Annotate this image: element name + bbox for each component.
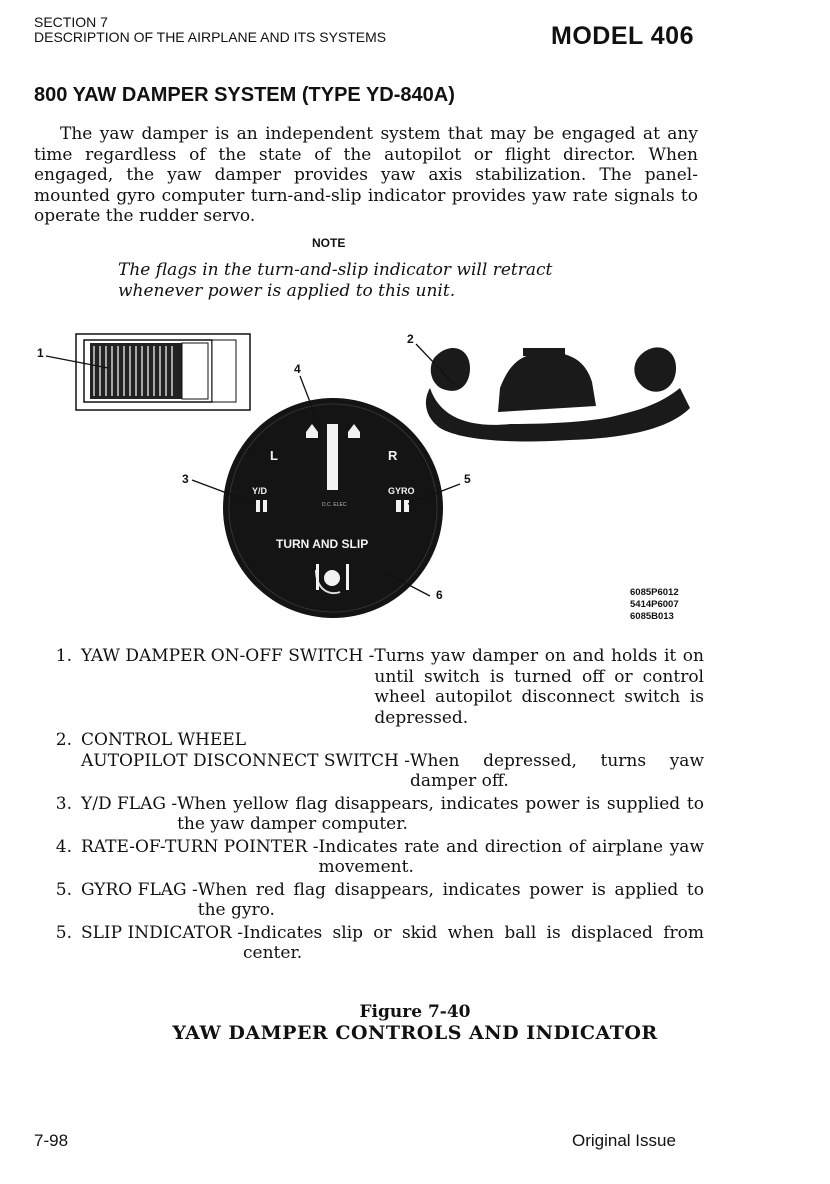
part-numbers [630,587,679,623]
issue-label: Original Issue [572,1131,676,1150]
legend-item: 4. RATE-OF-TURN POINTER - Indicates rate and direction of airplane yaw movement. [55,836,704,877]
dc-elec-label: D.C. ELEC [322,502,347,508]
callout-5: 5 [464,472,471,486]
callout-6: 6 [436,588,443,602]
note-text: The flags in the turn-and-slip indicator will retract whenever power is applied to this unit. [118,260,553,301]
part-number: 5414P6007 [630,599,679,610]
part-number: 6085P6012 [630,587,679,598]
legend-item: 1. YAW DAMPER ON-OFF SWITCH - Turns yaw damper on and holds it on until switch is turned off or control wheel autopilot disconnect switch is depressed. [55,646,704,728]
instrument-name: TURN AND SLIP [276,537,369,551]
callout-4: 4 [294,362,301,376]
yaw-damper-switch-drawing [76,334,250,410]
figure-number: Figure 7-40 [359,1002,471,1022]
right-label: R [388,448,398,463]
control-wheel-drawing [426,347,690,441]
rate-of-turn-pointer [327,424,338,490]
legend-item: 2. CONTROL WHEEL AUTOPILOT DISCONNECT SWITCH - When depressed, turns yaw damper off. [55,730,704,791]
body-paragraph [34,124,698,227]
gyro-flag [396,500,401,512]
yd-flag [256,500,260,512]
page-number: 7-98 [34,1131,69,1150]
left-label: L [270,448,278,463]
legend-item: 5. GYRO FLAG - When red flag disappears, indicates power is applied to the gyro. [55,879,704,920]
section-subtitle: DESCRIPTION OF THE AIRPLANE AND ITS SYSTEMS [34,29,387,45]
callout-3: 3 [182,472,189,486]
figure-caption [0,1002,830,1044]
slip-ball [324,570,340,586]
yd-flag-label: Y/D [252,486,268,496]
figure-title: YAW DAMPER CONTROLS AND INDICATOR [172,1022,658,1044]
figure-illustration [30,328,720,628]
model-label: MODEL 406 [551,22,694,50]
section-label: SECTION 7 [34,14,108,30]
body-text: The yaw damper is an independent system that may be engaged at any time regardless of the state of the autopilot or flight director. When engaged, the yaw damper provides yaw axis stabilization. The panel-mounted gyro computer turn-and-slip indicator provides yaw rate signals to operate the rudder servo. [34,124,698,226]
gyro-flag-label: GYRO [388,486,415,496]
figure-drawing [30,328,720,628]
callout-1: 1 [37,346,44,360]
note-heading: NOTE [312,236,346,250]
part-number: 6085B013 [630,611,674,622]
callout-legend [34,646,704,964]
section-header [34,15,386,45]
legend-item: 3. Y/D FLAG - When yellow flag disappears, indicates power is supplied to the yaw damper computer. [55,793,704,834]
legend-item: 5. SLIP INDICATOR - Indicates slip or skid when ball is displaced from center. [55,922,704,963]
page-title: 800 YAW DAMPER SYSTEM (TYPE YD-840A) [34,84,455,106]
callout-2: 2 [407,332,414,346]
